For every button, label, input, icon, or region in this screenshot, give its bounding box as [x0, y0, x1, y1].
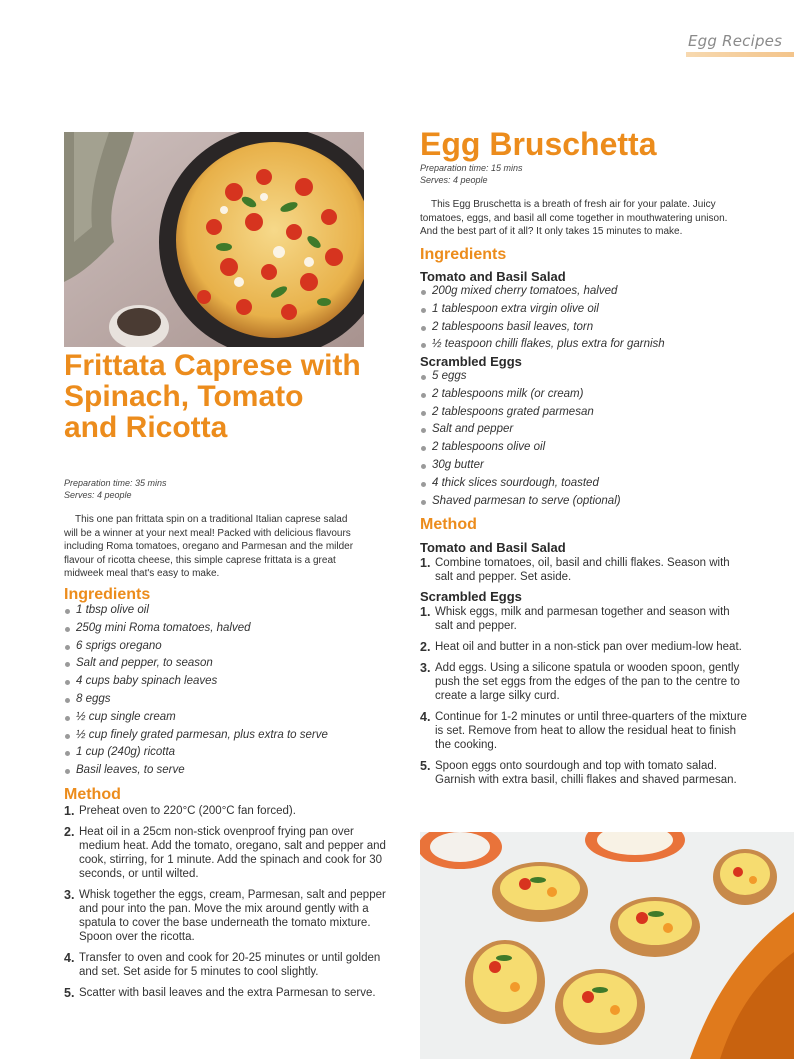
list-item: ½ cup single cream [64, 709, 328, 727]
method-step [420, 710, 750, 752]
bruschetta-photo [420, 832, 794, 1059]
list-item: 8 eggs [64, 691, 328, 709]
bruschetta-title: Egg Bruschetta [420, 126, 657, 162]
list-item: ½ teaspoon chilli flakes, plus extra for garnish [420, 336, 665, 354]
frittata-intro: This one pan frittata spin on a traditional Italian caprese salad will be a winner at your next meal! Packed with delicious flavours including Roma tomatoes, oregano and Parmesan and the milder flavour of ricotta cheese, this simple caprese frittata is a great midweek meal that's easy to make. [64, 514, 354, 579]
method-step [420, 759, 750, 787]
list-item: 2 tablespoons basil leaves, torn [420, 319, 665, 337]
step-text: Combine tomatoes, oil, basil and chilli flakes. Season with salt and pepper. Set aside. [435, 557, 730, 583]
frittata-method-heading: Method [64, 786, 121, 803]
step-text: Scatter with basil leaves and the extra Parmesan to serve. [79, 987, 376, 999]
step-text: Spoon eggs onto sourdough and top with tomato salad. Garnish with extra basil, chilli flakes and shaved parmesan. [435, 760, 737, 786]
section-tag [686, 30, 794, 60]
list-item: 1 cup (240g) ricotta [64, 744, 328, 762]
list-item: 30g butter [420, 457, 621, 475]
method-step [420, 640, 750, 654]
list-item: 2 tablespoons olive oil [420, 439, 621, 457]
step-text: Whisk eggs, milk and parmesan together and season with salt and pepper. [435, 606, 730, 632]
method-step [420, 556, 750, 584]
step-number: 2. [420, 640, 431, 654]
frittata-meta [64, 477, 167, 501]
frittata-ingredients-heading: Ingredients [64, 586, 151, 603]
step-number: 3. [420, 661, 431, 675]
bruschetta-method-eggs-heading: Scrambled Eggs [420, 589, 522, 604]
bruschetta-method-salad-list [420, 556, 750, 584]
list-item: 6 sprigs oregano [64, 638, 328, 656]
method-step [420, 661, 750, 703]
list-item: 4 thick slices sourdough, toasted [420, 475, 621, 493]
frittata-method-list [64, 804, 394, 1007]
step-text: Preheat oven to 220°C (200°C fan forced). [79, 805, 296, 817]
step-number: 1. [420, 605, 431, 619]
bruschetta-serves: Serves: 4 people [420, 175, 488, 185]
list-item: Salt and pepper [420, 421, 621, 439]
bruschetta-prep-time: Preparation time: 15 mins [420, 163, 523, 173]
list-item: 1 tbsp olive oil [64, 602, 328, 620]
method-step [64, 825, 394, 881]
step-number: 1. [420, 556, 431, 570]
list-item: 4 cups baby spinach leaves [64, 673, 328, 691]
frittata-prep-time: Preparation time: 35 mins [64, 478, 167, 488]
frittata-title: Frittata Caprese with Spinach, Tomato and Ricotta [64, 349, 361, 444]
frittata-photo [64, 132, 364, 347]
list-item: Basil leaves, to serve [64, 762, 328, 780]
section-tag-label: Egg Recipes [688, 32, 783, 50]
method-step [420, 605, 750, 633]
bruschetta-salad-heading: Tomato and Basil Salad [420, 269, 566, 284]
bruschetta-method-eggs-list [420, 605, 750, 794]
frittata-ingredients-list [64, 602, 328, 780]
bruschetta-method-heading: Method [420, 516, 477, 533]
method-step [64, 986, 394, 1000]
bruschetta-ingredients-heading: Ingredients [420, 246, 507, 263]
list-item: 5 eggs [420, 368, 621, 386]
list-item: Salt and pepper, to season [64, 655, 328, 673]
step-text: Heat oil and butter in a non-stick pan over medium-low heat. [435, 641, 742, 653]
method-step [64, 804, 394, 818]
bruschetta-eggs-ingredients [420, 368, 621, 510]
bruschetta-meta [420, 162, 523, 186]
list-item: Shaved parmesan to serve (optional) [420, 493, 621, 511]
list-item: 2 tablespoons grated parmesan [420, 404, 621, 422]
bruschetta-eggs-heading: Scrambled Eggs [420, 354, 522, 369]
step-number: 3. [64, 888, 75, 902]
bruschetta-method-salad-heading: Tomato and Basil Salad [420, 540, 566, 555]
list-item: 2 tablespoons milk (or cream) [420, 386, 621, 404]
step-text: Transfer to oven and cook for 20-25 minutes or until golden and set. Set aside for 5 minutes to cool slightly. [79, 952, 381, 978]
step-text: Continue for 1-2 minutes or until three-quarters of the mixture is set. Remove from heat to allow the residual heat to finish the cooking. [435, 711, 747, 751]
list-item: 200g mixed cherry tomatoes, halved [420, 283, 665, 301]
step-number: 2. [64, 825, 75, 839]
method-step [64, 951, 394, 979]
frittata-serves: Serves: 4 people [64, 490, 132, 500]
bruschetta-salad-ingredients [420, 283, 665, 354]
method-step [64, 888, 394, 944]
step-number: 4. [64, 951, 75, 965]
step-text: Add eggs. Using a silicone spatula or wooden spoon, gently push the set eggs from the edges of the pan to the centre to create a large silky curd. [435, 662, 740, 702]
step-text: Whisk together the eggs, cream, Parmesan, salt and pepper and pour into the pan. Move the mix around gently with a spatula to cover the base underneath the tomato mixture. Spoon over the ricotta. [79, 889, 386, 943]
list-item: 1 tablespoon extra virgin olive oil [420, 301, 665, 319]
section-tag-bar [686, 52, 794, 57]
bruschetta-intro: This Egg Bruschetta is a breath of fresh air for your palate. Juicy tomatoes, eggs, and basil all come together in mouthwatering unison. And the best part of it all? It only takes 15 minutes to make. [420, 199, 728, 237]
step-number: 5. [420, 759, 431, 773]
list-item: 250g mini Roma tomatoes, halved [64, 620, 328, 638]
list-item: ½ cup finely grated parmesan, plus extra to serve [64, 727, 328, 745]
step-text: Heat oil in a 25cm non-stick ovenproof frying pan over medium heat. Add the tomato, oregano, salt and pepper and cook, stirring, for 1 minute. Add the spinach and cook for 30 seconds, or until wilted. [79, 826, 386, 880]
step-number: 4. [420, 710, 431, 724]
step-number: 5. [64, 986, 75, 1000]
step-number: 1. [64, 804, 75, 818]
